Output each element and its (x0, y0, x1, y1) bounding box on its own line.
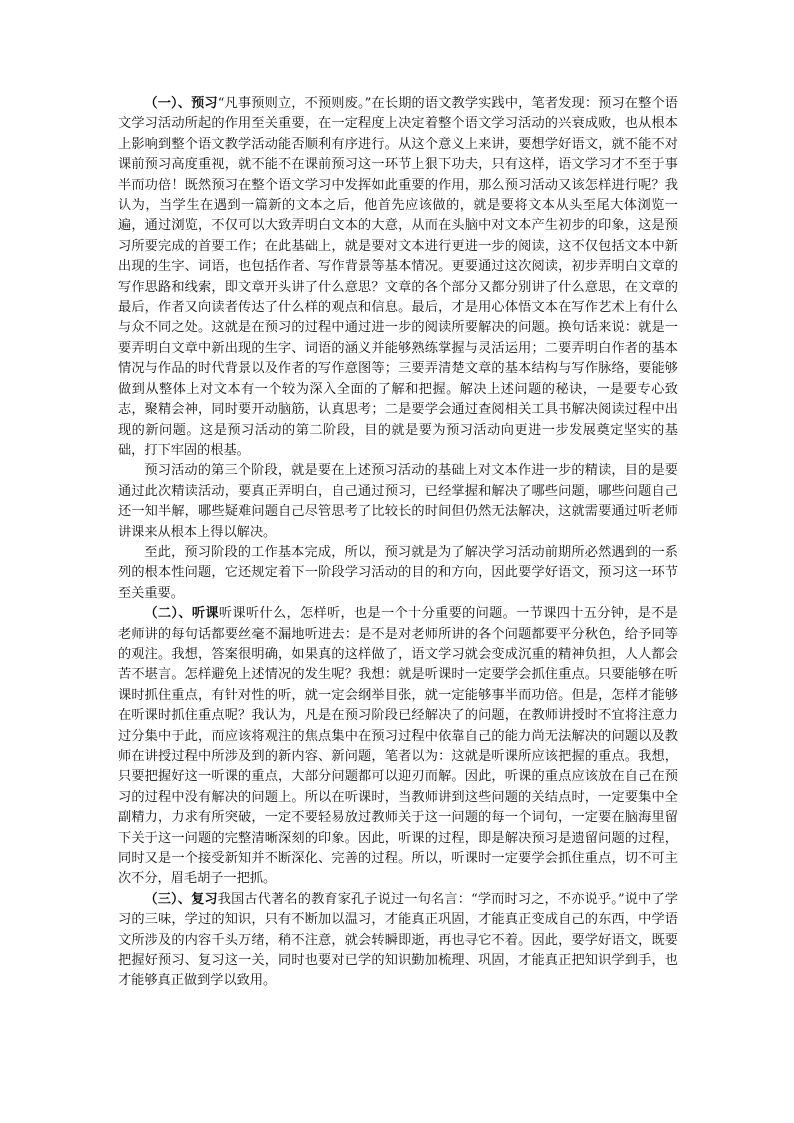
paragraph-text: “凡事预则立，不预则废。”在长期的语文教学实践中，笔者发现：预习在整个语文学习活动所起的作用至关重要，在一定程度上决定着整个语文学习活动的兴衰成败，也从根本上影响到整个语文教学活动能否顺利有序进行。从这个意义上来讲，要想学好语文，就不能不对课前预习高度重视，就不能不在课前预习这一环节上狠下功夫，只有这样，语文学习才不至于事半而功倍！既然预习在整个语文学习中发挥如此重要的作用，那么预习活动又该怎样进行呢？我认为，当学生在遇到一篇新的文本之后，他首先应该做的，就是要将文本从头至尾大体浏览一遍，通过浏览，不仅可以大致弄明白文本的大意，从而在头脑中对文本产生初步的印象，这是预习所要完成的首要工作；在此基础上，就是要对文本进行更进一步的阅读，这不仅包括文本中新出现的生字、词语，也包括作者、写作背景等基本情况。更要通过这次阅读，初步弄明白文章的写作思路和线索，即文章开头讲了什么意思？文章的各个部分又都分别讲了什么意思，在文章的最后，作者又向读者传达了什么样的观点和信息。最后，才是用心体悟文本在写作艺术上有什么与众不同之处。这就是在预习的过程中通过进一步的阅读所要解决的问题。换句话来说：就是一要弄明白文章中新出现的生字、词语的涵义并能够熟练掌握与灵活运用；二要弄明白作者的基本情况与作品的时代背景以及作者的写作意图等；三要弄清楚文章的基本结构与写作脉络，要能够做到从整体上对文本有一个较为深入全面的了解和把握。解决上述问题的秘诀，一是要专心致志，聚精会神，同时要开动脑筋，认真思考；二是要学会通过查阅相关工具书解决阅读过程中出现的新问题。这是预习活动的第二阶段，目的就是要为预习活动向更进一步发展奠定坚实的基础，打下牢固的根基。 (118, 96, 678, 458)
section-listening-paragraph-1 (118, 604, 678, 890)
section-heading-listening: （二）、听课 (144, 606, 219, 622)
paragraph-text: 预习活动的第三个阶段，就是要在上述预习活动的基础上对文本作进一步的精读，目的是要通过此次精读活动，要真正弄明白，自己通过预习，已经掌握和解决了哪些问题，哪些问题自己还一知半解，哪些疑难问题自己尽管思考了比较长的时间但仍然无法解决，这就需要通过听老师讲课来从根本上得以解决。 (118, 463, 678, 540)
section-preview-paragraph-1 (118, 94, 678, 461)
section-heading-preview: （一）、预习 (144, 96, 218, 111)
section-heading-review: （三）、复习 (144, 891, 218, 907)
paragraph-text: 听课听什么，怎样听，也是一个十分重要的问题。一节课四十五分钟，是不是老师讲的每句话都要丝毫不漏地听进去：是不是对老师所讲的各个问题都要平分秋色，给予同等的观注。我想，答案很明确，如果真的这样做了，语文学习就会变成沉重的精神负担，人人都会苦不堪言。怎样避免上述情况的发生呢？我想：就是听课时一定要学会抓住重点。只要能够在听课时抓住重点，有针对性的听，就一定会纲举目张，就一定能够事半而功倍。但是，怎样才能够在听课时抓住重点呢？我认为，凡是在预习阶段已经解决了的问题，在教师讲授时不宜将注意力过分集中于此，而应该将观注的焦点集中在预习过程中依靠自己的能力尚无法解决的问题以及教师在讲授过程中所涉及到的新内容、新问题，笔者以为：这就是听课所应该把握的重点。我想，只要把握好这一听课的重点，大部分问题都可以迎刃而解。因此，听课的重点应该放在自己在预习的过程中没有解决的问题上。所以在听课时，当教师讲到这些问题的关结点时，一定要集中全副精力，力求有所突破，一定不要轻易放过教师关于这一问题的每一个词句，一定要在脑海里留下关于这一问题的完整清晰深刻的印象。因此，听课的过程，即是解决预习是遗留问题的过程，同时又是一个接受新知并不断深化、完善的过程。所以，听课时一定要学会抓住重点，切不可主次不分，眉毛胡子一把抓。 (118, 606, 678, 887)
section-review-paragraph-1 (118, 890, 678, 992)
paragraph-text: 我国古代著名的教育家孔子说过一句名言：“学而时习之，不亦说乎。”说中了学习的三味，学过的知识，只有不断加以温习，才能真正巩固，才能真正变成自己的东西，中学语文所涉及的内容千头万绪，稍不注意，就会转瞬即逝，再也寻它不着。因此，要学好语文，既要把握好预习、复习这一关，同时也要对已学的知识勤加梳理、巩固，才能真正把知识学到手，也才能够真正做到学以致用。 (118, 891, 678, 989)
section-preview-paragraph-2 (118, 461, 678, 543)
document-page (118, 94, 678, 992)
section-preview-paragraph-3 (118, 543, 678, 604)
paragraph-text: 至此，预习阶段的工作基本完成，所以，预习就是为了解决学习活动前期所必然遇到的一系列的根本性问题，它还规定着下一阶段学习活动的目的和方向，因此要学好语文，预习这一环节至关重要。 (118, 544, 678, 601)
